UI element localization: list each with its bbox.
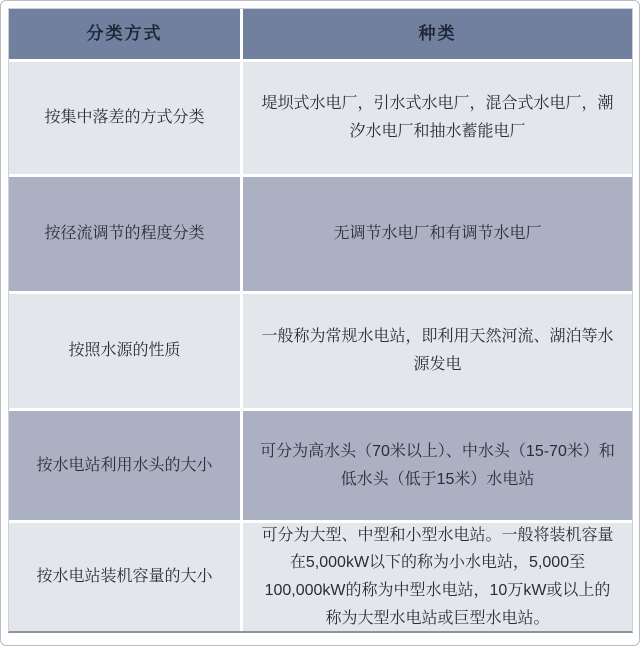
hydropower-classification-table [8,8,633,633]
method-cell-row-5: 按水电站装机容量的大小 [9,523,240,631]
types-cell-row-2: 无调节水电厂和有调节水电厂 [243,177,632,291]
types-cell-row-3: 一般称为常规水电站，即利用天然河流、湖泊等水源发电 [243,294,632,408]
header-cell-types: 种类 [243,9,632,59]
types-cell-row-1: 堤坝式水电厂，引水式水电厂，混合式水电厂，潮汐水电厂和抽水蓄能电厂 [243,62,632,174]
method-cell-row-2: 按径流调节的程度分类 [9,177,240,291]
method-cell-row-4: 按水电站利用水头的大小 [9,411,240,520]
header-cell-classification-method: 分类方式 [9,9,240,59]
method-cell-row-1: 按集中落差的方式分类 [9,62,240,174]
types-cell-row-5: 可分为大型、中型和小型水电站。一般将装机容量在5,000kW以下的称为小水电站，5,000至100,000kW的称为中型水电站，10万kW或以上的称为大型水电站或巨型水电站。 [243,523,632,631]
method-cell-row-3: 按照水源的性质 [9,294,240,408]
types-cell-row-4: 可分为高水头（70米以上）、中水头（15-70米）和低水头（低于15米）水电站 [243,411,632,520]
